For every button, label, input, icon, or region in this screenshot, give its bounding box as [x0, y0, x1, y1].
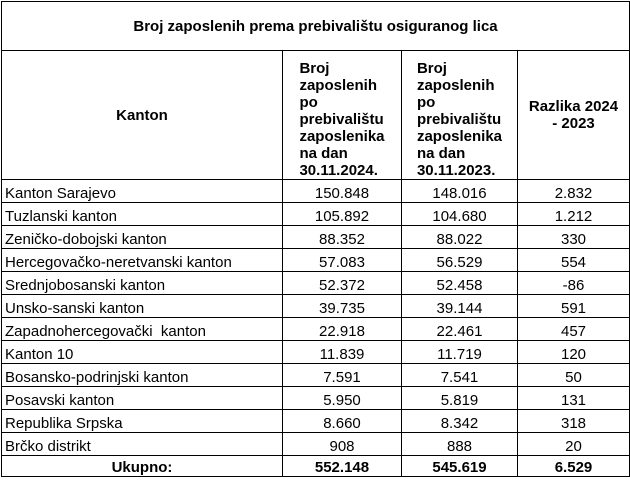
header-2023-line: na dan [416, 145, 466, 162]
row-value-2024: 11.839 [283, 341, 402, 364]
row-value-2023: 11.719 [402, 341, 518, 364]
header-2023-line: po [416, 94, 436, 111]
row-value-2023: 39.144 [402, 295, 518, 318]
header-2024-line: na dan [299, 145, 348, 162]
header-2024-line: Broj [299, 60, 330, 77]
row-value-2023: 888 [402, 433, 518, 456]
row-value-2023: 5.819 [402, 387, 518, 410]
row-value-2023: 8.342 [402, 410, 518, 433]
row-name: Republika Srpska [2, 410, 283, 433]
row-name: Zeničko-dobojski kanton [2, 226, 283, 249]
title-row [2, 2, 630, 51]
header-2023-line: 30.11.2023. [416, 162, 496, 179]
row-value-2024: 57.083 [283, 249, 402, 272]
row-value-2024: 5.950 [283, 387, 402, 410]
table-row [2, 226, 630, 249]
header-2023-line: zaposlenika [416, 128, 503, 145]
row-value-2024: 8.660 [283, 410, 402, 433]
row-name: Posavski kanton [2, 387, 283, 410]
row-value-2023: 52.458 [402, 272, 518, 295]
header-2023-line: zaposlenih [416, 77, 495, 94]
total-row [2, 456, 630, 477]
table-row [2, 318, 630, 341]
table-row [2, 433, 630, 456]
row-diff: 457 [518, 318, 630, 341]
row-name: Bosansko-podrinjski kanton [2, 364, 283, 387]
table-row [2, 203, 630, 226]
row-value-2024: 22.918 [283, 318, 402, 341]
header-2024-line: po [299, 94, 318, 111]
row-diff: 318 [518, 410, 630, 433]
total-value-2024: 552.148 [283, 456, 402, 477]
table-row [2, 180, 630, 203]
row-diff: 20 [518, 433, 630, 456]
row-diff: 1.212 [518, 203, 630, 226]
table-row [2, 387, 630, 410]
header-2024-line: zaposlenika [299, 128, 385, 145]
header-2024-text [299, 60, 384, 179]
row-value-2023: 7.541 [402, 364, 518, 387]
table-row [2, 410, 630, 433]
row-name: Kanton 10 [2, 341, 283, 364]
row-diff: 50 [518, 364, 630, 387]
row-value-2024: 39.735 [283, 295, 402, 318]
row-diff: 120 [518, 341, 630, 364]
header-2023-line: Broj [416, 60, 447, 77]
row-value-2024: 88.352 [283, 226, 402, 249]
total-label: Ukupno: [2, 456, 283, 477]
row-value-2024: 105.892 [283, 203, 402, 226]
row-name: Tuzlanski kanton [2, 203, 283, 226]
table-row [2, 272, 630, 295]
row-name: Kanton Sarajevo [2, 180, 283, 203]
row-value-2024: 52.372 [283, 272, 402, 295]
total-diff: 6.529 [518, 456, 630, 477]
header-razlika-line: - 2023 [552, 115, 595, 132]
row-value-2024: 7.591 [283, 364, 402, 387]
employment-table [1, 1, 630, 477]
header-razlika-line: Razlika 2024 [528, 98, 619, 115]
row-value-2023: 104.680 [402, 203, 518, 226]
table-row [2, 295, 630, 318]
table-row [2, 249, 630, 272]
total-value-2023: 545.619 [402, 456, 518, 477]
row-diff: 330 [518, 226, 630, 249]
row-value-2023: 22.461 [402, 318, 518, 341]
header-row [2, 51, 630, 180]
row-value-2023: 56.529 [402, 249, 518, 272]
header-2024 [283, 51, 402, 180]
row-value-2024: 150.848 [283, 180, 402, 203]
row-diff: 131 [518, 387, 630, 410]
header-2023-line: prebivalištu [416, 111, 502, 128]
row-name: Unsko-sanski kanton [2, 295, 283, 318]
header-2023 [402, 51, 518, 180]
row-value-2023: 88.022 [402, 226, 518, 249]
row-diff: 591 [518, 295, 630, 318]
row-name: Zapadnohercegovački kanton [2, 318, 283, 341]
header-2024-line: 30.11.2024. [299, 162, 378, 179]
row-name: Brčko distrikt [2, 433, 283, 456]
header-2024-line: zaposlenih [299, 77, 377, 94]
table-row [2, 341, 630, 364]
table-row [2, 364, 630, 387]
row-value-2023: 148.016 [402, 180, 518, 203]
row-diff: -86 [518, 272, 630, 295]
row-diff: 2.832 [518, 180, 630, 203]
header-2023-text [417, 60, 502, 179]
row-diff: 554 [518, 249, 630, 272]
header-razlika [518, 51, 630, 180]
header-kanton: Kanton [2, 51, 283, 180]
header-2024-line: prebivalištu [299, 111, 384, 128]
row-name: Srednjobosanski kanton [2, 272, 283, 295]
table-title: Broj zaposlenih prema prebivalištu osiguranog lica [2, 2, 630, 51]
row-name: Hercegovačko-neretvanski kanton [2, 249, 283, 272]
row-value-2024: 908 [283, 433, 402, 456]
